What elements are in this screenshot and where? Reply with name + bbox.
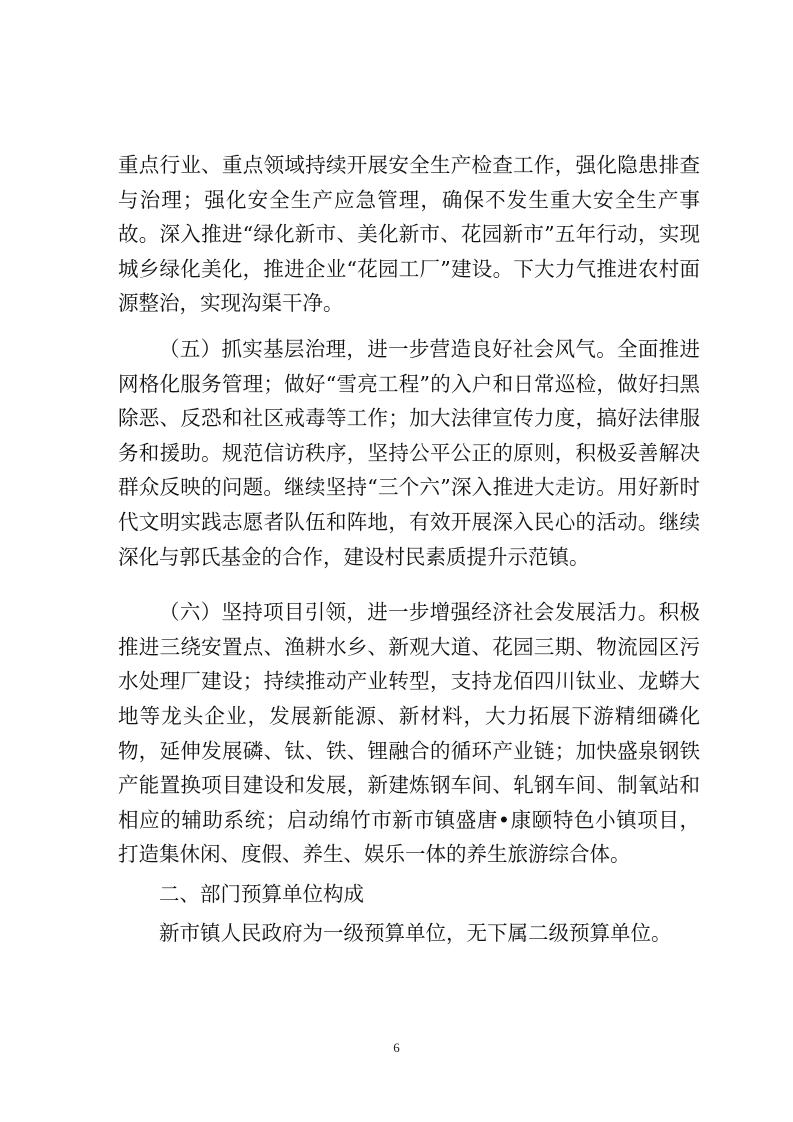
- page-number: 6: [393, 1040, 400, 1055]
- paragraph-safety-greening: 重点行业、重点领域持续开展安全生产检查工作，强化隐患排查与治理；强化安全生产应急管理，确保不发生重大安全生产事故。深入推进“绿化新市、美化新市、花园新市”五年行动，实现城乡绿化美化，推进企业“花园工厂”建设。下大力气推进农村面源整治，实现沟渠干净。: [118, 153, 700, 316]
- paragraph-budget-units: 新市镇人民政府为一级预算单位，无下属二级预算单位。: [159, 921, 672, 946]
- paragraph-project-leadership: （六）坚持项目引领，进一步增强经济社会发展活力。积极推进三绕安置点、渔耕水乡、新观大道、花园三期、物流园区污水处理厂建设；持续推动产业转型，支持龙佰四川钛业、龙蟒大地等龙头企业，发展新能源、新材料，大力拓展下游精细磷化物，延伸发展磷、钛、铁、锂融合的循环产业链；加快盛泉钢铁产能置换项目建设和发展，新建炼钢车间、轧钢车间、制氧站和相应的辅助系统；启动绵竹市新市镇盛唐•康颐特色小镇项目，打造集休闲、度假、养生、娱乐一体的养生旅游综合体。: [118, 600, 700, 867]
- section-heading-budget-units: 二、部门预算单位构成: [159, 881, 364, 906]
- document-body: [118, 148, 700, 951]
- paragraph-grassroots-governance: （五）抓实基层治理，进一步营造良好社会风气。全面推进网格化服务管理；做好“雪亮工程”的入户和日常巡检，做好扫黑除恶、反恐和社区戒毒等工作；加大法律宣传力度，搞好法律服务和援助。规范信访秩序，坚持公平公正的原则，积极妥善解决群众反映的问题。继续坚持“三个六”深入推进大走访。用好新时代文明实践志愿者队伍和阵地，有效开展深入民心的活动。继续深化与郭氏基金的合作，建设村民素质提升示范镇。: [118, 336, 700, 569]
